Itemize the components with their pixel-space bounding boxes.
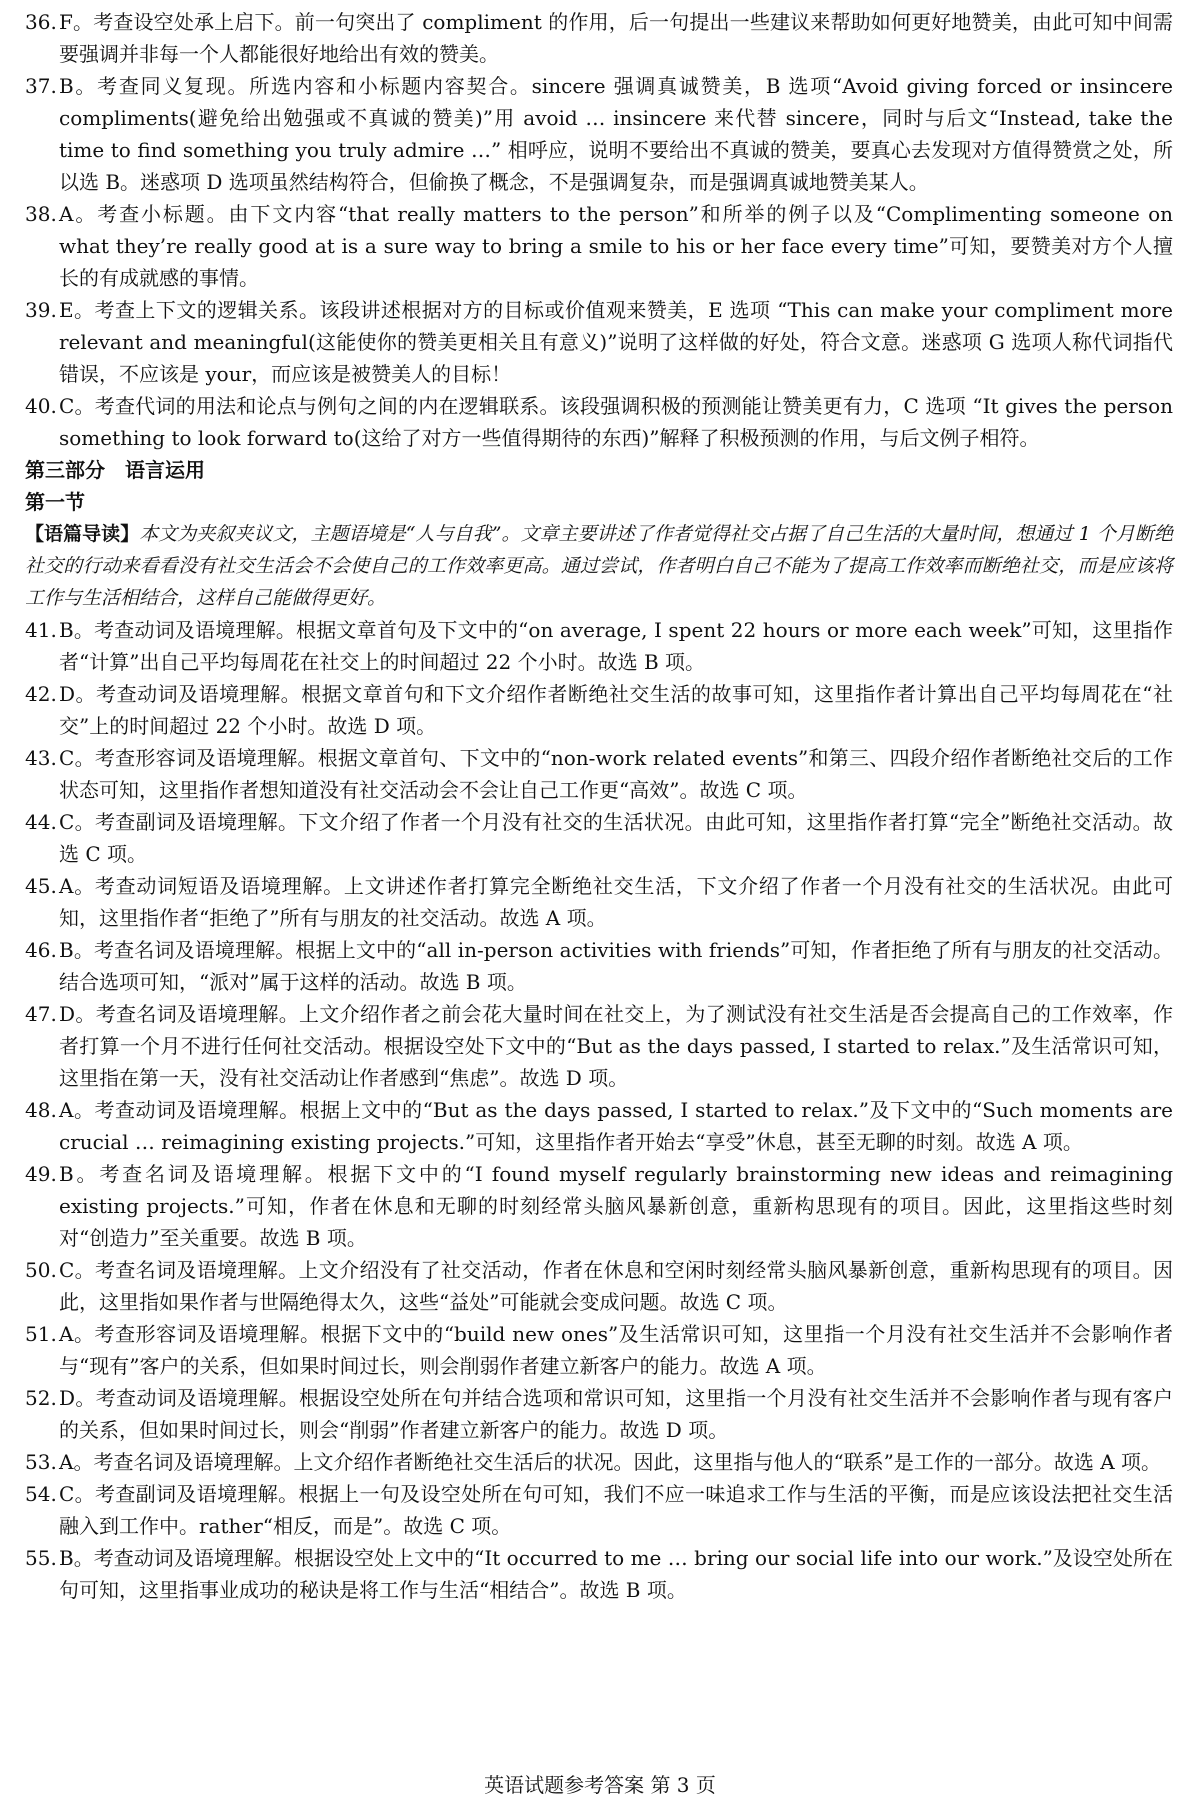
answer-number: 47. — [25, 1002, 57, 1026]
answer-list-part-two — [25, 6, 1173, 454]
answer-number: 54. — [25, 1482, 57, 1506]
answer-number: 44. — [25, 810, 57, 834]
answer-number: 39. — [25, 298, 57, 322]
answer-number: 43. — [25, 746, 57, 770]
answer-explanation: A。考查动词及语境理解。根据上文中的“But as the days passed, I started to relax.”及下文中的“Such moments are crucial … reimagining existing projects.”可知，这里指作者开始去“享受”休息，甚至无聊的时刻。故选 A 项。 — [59, 1098, 1173, 1154]
answer-number: 36. — [25, 10, 57, 34]
answer-explanation: A。考查名词及语境理解。上文介绍作者断绝社交生活后的状况。因此，这里指与他人的“联系”是工作的一部分。故选 A 项。 — [59, 1450, 1162, 1474]
answer-item — [25, 1478, 1173, 1542]
answer-number: 46. — [25, 938, 57, 962]
page-footer: 英语试题参考答案 第 3 页 — [484, 1773, 716, 1797]
answer-explanation: C。考查代词的用法和论点与例句之间的内在逻辑联系。该段强调积极的预测能让赞美更有力，C 选项 “It gives the person something to look forward to(这给了对方一些值得期待的东西)”解释了积极预测的作用，与后文例子相符。 — [59, 394, 1173, 450]
part-heading-title: 语言运用 — [125, 458, 205, 482]
answer-number: 37. — [25, 74, 57, 98]
answer-item — [25, 294, 1173, 390]
answer-item — [25, 1158, 1173, 1254]
answer-number: 45. — [25, 874, 57, 898]
answer-item — [25, 1094, 1173, 1158]
answer-item — [25, 806, 1173, 870]
page-content — [25, 6, 1173, 1606]
answer-explanation: A。考查动词短语及语境理解。上文讲述作者打算完全断绝社交生活，下文介绍了作者一个月没有社交的生活状况。由此可知，这里指作者“拒绝了”所有与朋友的社交活动。故选 A 项。 — [59, 874, 1173, 930]
answer-number: 41. — [25, 618, 57, 642]
answer-explanation: C。考查形容词及语境理解。根据文章首句、下文中的“non-work related events”和第三、四段介绍作者断绝社交后的工作状态可知，这里指作者想知道没有社交活动会不会让自己工作更“高效”。故选 C 项。 — [59, 746, 1173, 802]
answer-item — [25, 870, 1173, 934]
answer-explanation: E。考查上下文的逻辑关系。该段讲述根据对方的目标或价值观来赞美，E 选项 “This can make your compliment more relevant and meaningful(这能使你的赞美更相关且有意义)”说明了这样做的好处，符合文意。迷惑项 G 选项人称代词指代错误，不应该是 your，而应该是被赞美人的目标！ — [59, 298, 1173, 386]
part-heading-number: 第三部分 — [25, 458, 105, 482]
answer-item — [25, 678, 1173, 742]
answer-explanation: B。考查动词及语境理解。根据设空处上文中的“It occurred to me … bring our social life into our work.”及设空处所在句可知，这里指事业成功的秘诀是将工作与生活“相结合”。故选 B 项。 — [59, 1546, 1173, 1602]
answer-explanation: D。考查动词及语境理解。根据设空处所在句并结合选项和常识可知，这里指一个月没有社交生活并不会影响作者与现有客户的关系，但如果时间过长，则会“削弱”作者建立新客户的能力。故选 D 项。 — [59, 1386, 1173, 1442]
passage-intro — [25, 518, 1173, 614]
answer-item — [25, 998, 1173, 1094]
answer-number: 42. — [25, 682, 57, 706]
answer-explanation: C。考查副词及语境理解。根据上一句及设空处所在句可知，我们不应一味追求工作与生活的平衡，而是应该设法把社交生活融入到工作中。rather“相反，而是”。故选 C 项。 — [59, 1482, 1173, 1538]
answer-explanation: B。考查名词及语境理解。根据下文中的“I found myself regularly brainstorming new ideas and reimagining existing projects.”可知，作者在休息和无聊的时刻经常头脑风暴新创意，重新构思现有的项目。因此，这里指这些时刻对“创造力”至关重要。故选 B 项。 — [59, 1162, 1173, 1250]
answer-item — [25, 1318, 1173, 1382]
answer-explanation: C。考查副词及语境理解。下文介绍了作者一个月没有社交的生活状况。由此可知，这里指作者打算“完全”断绝社交活动。故选 C 项。 — [59, 810, 1173, 866]
answer-explanation: B。考查同义复现。所选内容和小标题内容契合。sincere 强调真诚赞美，B 选项“Avoid giving forced or insincere compliments(避免给出勉强或不真诚的赞美)”用 avoid … insincere 来代替 sincere，同时与后文“Instead, take the time to find something you truly admire …” 相呼应，说明不要给出不真诚的赞美，要真心去发现对方值得赞赏之处，所以选 B。迷惑项 D 选项虽然结构符合，但偷换了概念，不是强调复杂，而是强调真诚地赞美某人。 — [59, 74, 1173, 194]
answer-item — [25, 6, 1173, 70]
answer-item — [25, 1382, 1173, 1446]
answer-item — [25, 1254, 1173, 1318]
answer-explanation: B。考查动词及语境理解。根据文章首句及下文中的“on average, I spent 22 hours or more each week”可知，这里指作者“计算”出自己平均每周花在社交上的时间超过 22 个小时。故选 B 项。 — [59, 618, 1173, 674]
section-heading: 第一节 — [25, 490, 85, 514]
answer-item — [25, 614, 1173, 678]
answer-list-part-three — [25, 614, 1173, 1606]
answer-number: 48. — [25, 1098, 57, 1122]
answer-explanation: A。考查形容词及语境理解。根据下文中的“build new ones”及生活常识可知，这里指一个月没有社交生活并不会影响作者与“现有”客户的关系，但如果时间过长，则会削弱作者建立新客户的能力。故选 A 项。 — [59, 1322, 1173, 1378]
answer-item — [25, 742, 1173, 806]
answer-number: 40. — [25, 394, 57, 418]
passage-intro-tag: 【语篇导读】 — [25, 523, 140, 545]
answer-explanation: F。考查设空处承上启下。前一句突出了 compliment 的作用，后一句提出一些建议来帮助如何更好地赞美，由此可知中间需要强调并非每一个人都能很好地给出有效的赞美。 — [59, 10, 1173, 66]
answer-item — [25, 1446, 1173, 1478]
answer-number: 53. — [25, 1450, 57, 1474]
part-heading — [25, 454, 1173, 486]
answer-number: 50. — [25, 1258, 57, 1282]
answer-explanation: D。考查名词及语境理解。上文介绍作者之前会花大量时间在社交上，为了测试没有社交生活是否会提高自己的工作效率，作者打算一个月不进行任何社交活动。根据设空处下文中的“But as the days passed, I started to relax.”及生活常识可知，这里指在第一天，没有社交活动让作者感到“焦虑”。故选 D 项。 — [59, 1002, 1173, 1090]
answer-item — [25, 1542, 1173, 1606]
answer-item — [25, 70, 1173, 198]
passage-intro-text: 本文为夹叙夹议文，主题语境是“人与自我”。文章主要讲述了作者觉得社交占据了自己生活的大量时间，想通过 1 个月断绝社交的行动来看看没有社交生活会不会使自己的工作效率更高。通过尝试，作者明白自己不能为了提高工作效率而断绝社交，而是应该将工作与生活相结合，这样自己能做得更好。 — [25, 523, 1173, 609]
answer-item — [25, 390, 1173, 454]
answer-explanation: A。考查小标题。由下文内容“that really matters to the person”和所举的例子以及“Complimenting someone on what they’re really good at is a sure way to bring a smile to his or her face every time”可知，要赞美对方个人擅长的有成就感的事情。 — [59, 202, 1173, 290]
answer-explanation: D。考查动词及语境理解。根据文章首句和下文介绍作者断绝社交生活的故事可知，这里指作者计算出自己平均每周花在“社交”上的时间超过 22 个小时。故选 D 项。 — [59, 682, 1173, 738]
answer-explanation: C。考查名词及语境理解。上文介绍没有了社交活动，作者在休息和空闲时刻经常头脑风暴新创意，重新构思现有的项目。因此，这里指如果作者与世隔绝得太久，这些“益处”可能就会变成问题。故选 C 项。 — [59, 1258, 1173, 1314]
answer-item — [25, 198, 1173, 294]
answer-number: 49. — [25, 1162, 57, 1186]
answer-number: 51. — [25, 1322, 57, 1346]
answer-item — [25, 934, 1173, 998]
answer-number: 38. — [25, 202, 57, 226]
answer-number: 55. — [25, 1546, 57, 1570]
answer-explanation: B。考查名词及语境理解。根据上文中的“all in-person activities with friends”可知，作者拒绝了所有与朋友的社交活动。结合选项可知，“派对”属于这样的活动。故选 B 项。 — [59, 938, 1173, 994]
answer-number: 52. — [25, 1386, 57, 1410]
